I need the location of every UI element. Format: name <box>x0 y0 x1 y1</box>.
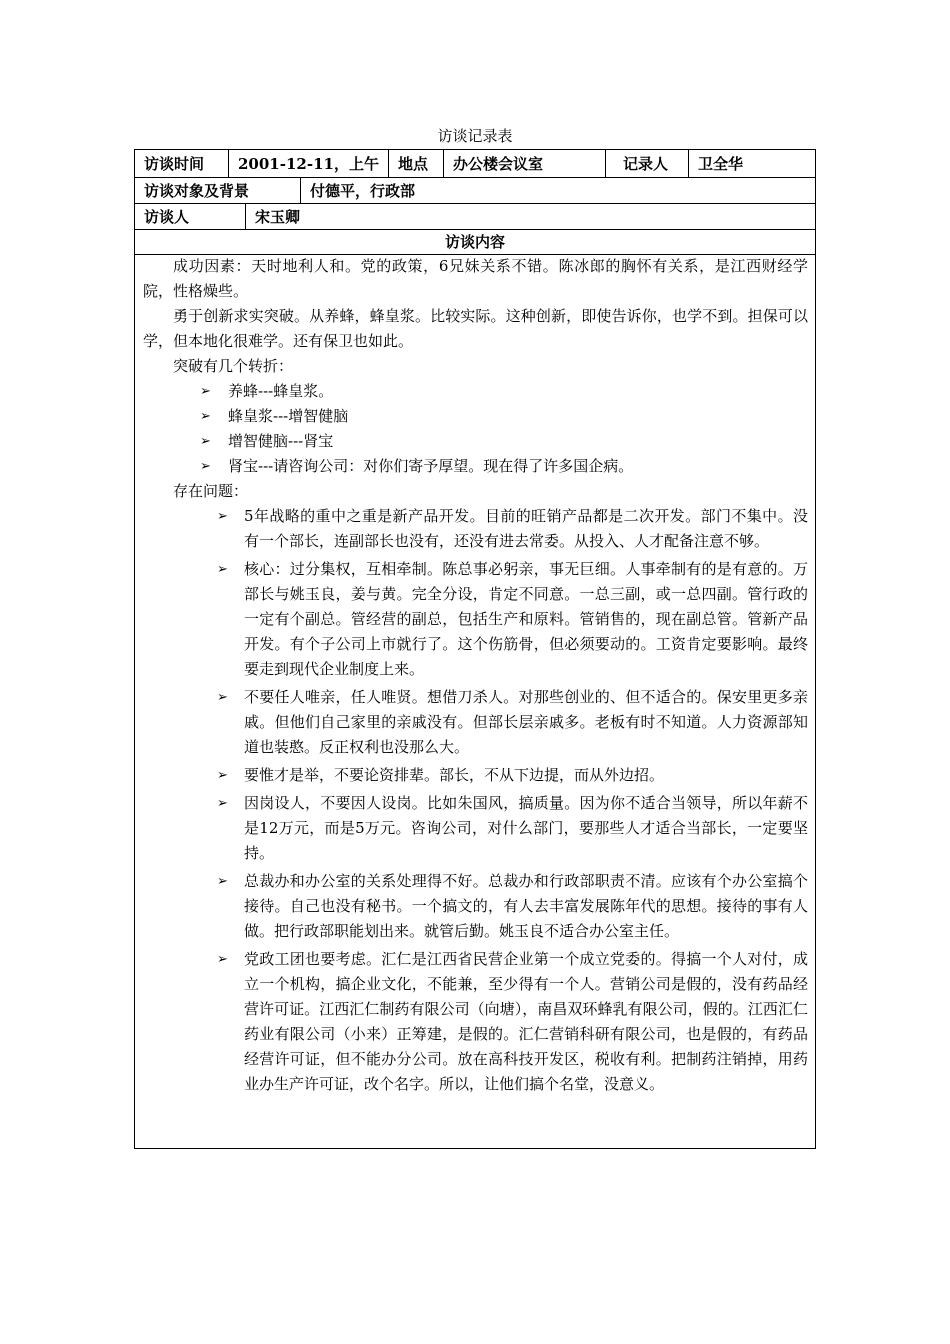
arrow-bullet-icon: ➢ <box>217 690 228 705</box>
arrow-bullet-icon: ➢ <box>200 434 211 449</box>
recorder-label: 记录人 <box>605 150 688 177</box>
place-label: 地点 <box>388 150 443 177</box>
subject-value: 付德平，行政部 <box>300 177 815 203</box>
arrow-bullet-icon: ➢ <box>217 562 228 577</box>
innovation-paragraph: 勇于创新求实突破。从养蜂，蜂皇浆。比较实际。这种创新，即使告诉你，也学不到。担保可以学，但本地化很难学。还有保卫也如此。 <box>143 307 808 350</box>
interview-record-table <box>134 149 816 1149</box>
list-item: ➢ 因岗设人，不要因人设岗。比如朱国风，搞质量。因为你不适合当领导，所以年薪不是12万元，而是5万元。咨询公司，对什么部门，要那些人才适合当部长，一定要坚持。 <box>143 791 808 866</box>
list-item: ➢ 5年战略的重中之重是新产品开发。目前的旺销产品都是二次开发。部门不集中。没有一个部长，连副部长也没有，还没有进去常委。从投入、人才配备注意不够。 <box>143 504 808 554</box>
interviewer-label: 访谈人 <box>144 207 190 226</box>
content-heading-row <box>135 229 815 255</box>
list-item: ➢ 核心：过分集权，互相牵制。陈总事必躬亲，事无巨细。人事牵制有的是有意的。万部长与姚玉良，姜与黄。完全分设，肯定不同意。一总三副，或一总四副。管行政的一定有个副总。管经营的副总，包括生产和原料。管销售的，现在副总管。管新产品开发。有个子公司上市就行了。这个伤筋骨，但必须要动的。工资肯定要影响。最终要走到现代企业制度上来。 <box>143 557 808 682</box>
interview-content <box>143 254 808 1100</box>
subject-label: 访谈对象及背景 <box>144 181 250 200</box>
problems-heading: 存在问题： <box>173 482 249 500</box>
arrow-bullet-icon: ➢ <box>200 409 211 424</box>
success-factors-paragraph: 成功因素：天时地利人和。党的政策，6兄妹关系不错。陈冰郎的胸怀有关系，是江西财经学院，性格燥些。 <box>143 257 808 300</box>
turning-points-list <box>143 379 808 479</box>
turning-points-heading: 突破有几个转折： <box>173 357 294 375</box>
problems-list <box>143 504 808 1097</box>
arrow-bullet-icon: ➢ <box>217 952 228 967</box>
arrow-bullet-icon: ➢ <box>217 509 228 524</box>
header-row-1 <box>135 150 815 178</box>
time-label: 访谈时间 <box>144 155 205 173</box>
list-item: ➢ 党政工团也要考虑。汇仁是江西省民营企业第一个成立党委的。得搞一个人对付，成立一个机构，搞企业文化，不能兼，至少得有一个人。营销公司是假的，没有药品经营许可证。江西汇仁制药有限公司（向塘），南昌双环蜂乳有限公司，假的。江西汇仁药业有限公司（小来）正筹建，是假的。汇仁营销科研有限公司，也是假的，有药品经营许可证，但不能办分公司。放在高科技开发区，税收有利。把制药注销掉，用药业办生产许可证，改个名字。所以，让他们搞个名堂，没意义。 <box>143 947 808 1097</box>
header-row-3 <box>135 203 815 230</box>
list-item: ➢ 蜂皇浆---增智健脑 <box>143 404 808 429</box>
arrow-bullet-icon: ➢ <box>217 768 228 783</box>
list-item: ➢ 增智健脑---肾宝 <box>143 429 808 454</box>
arrow-bullet-icon: ➢ <box>200 459 211 474</box>
arrow-bullet-icon: ➢ <box>217 874 228 889</box>
arrow-bullet-icon: ➢ <box>217 796 228 811</box>
list-item: ➢ 总裁办和办公室的关系处理得不好。总裁办和行政部职责不清。应该有个办公室搞个接待。自己也没有秘书。一个搞文的，有人去丰富发展陈年代的思想。接待的事有人做。把行政部职能划出来。就管后勤。姚玉良不适合办公室主任。 <box>143 869 808 944</box>
list-item: ➢ 不要任人唯亲，任人唯贤。想借刀杀人。对那些创业的、但不适合的。保安里更多亲戚。但他们自己家里的亲戚没有。但部长层亲戚多。老板有时不知道。人力资源部知道也装憨。反正权利也没那么大。 <box>143 685 808 760</box>
list-item: ➢ 肾宝---请咨询公司：对你们寄予厚望。现在得了许多国企病。 <box>143 454 808 479</box>
list-item: ➢ 养蜂---蜂皇浆。 <box>143 379 808 404</box>
place-value: 办公楼会议室 <box>443 150 605 177</box>
time-value: 2001-12-11，上午 <box>228 150 388 177</box>
document-title: 访谈记录表 <box>437 127 513 145</box>
arrow-bullet-icon: ➢ <box>200 384 211 399</box>
content-label: 访谈内容 <box>444 233 505 251</box>
interviewer-value: 宋玉卿 <box>245 203 815 229</box>
list-item: ➢ 要惟才是举，不要论资排辈。部长，不从下边提，而从外边招。 <box>143 763 808 788</box>
recorder-value: 卫全华 <box>688 150 815 177</box>
header-row-2 <box>135 177 815 204</box>
